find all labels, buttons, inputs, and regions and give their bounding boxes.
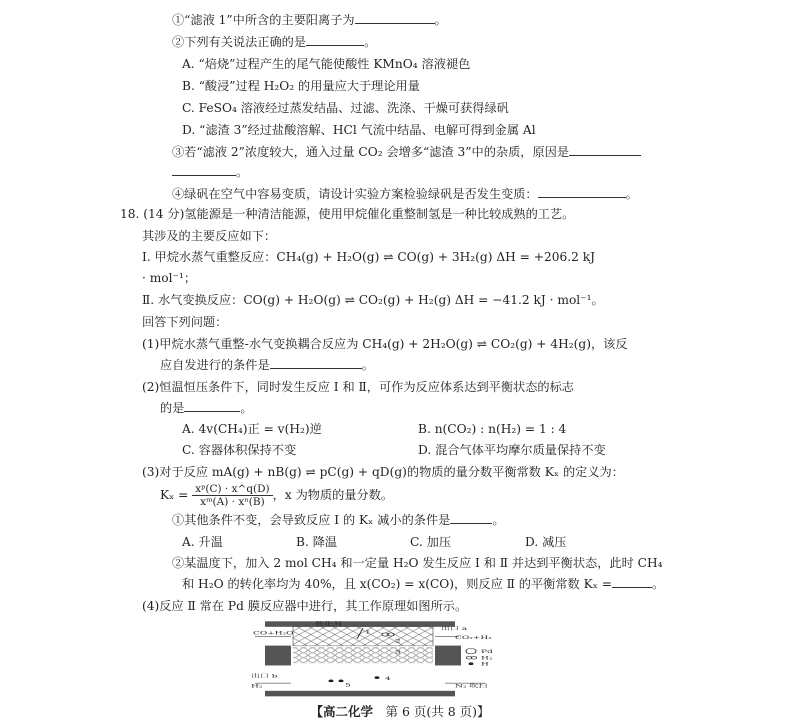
line-02: ②下列有关说法正确的是 。	[172, 35, 377, 49]
h-atom	[375, 676, 380, 679]
option-c: C. 容器体积保持不变	[182, 443, 297, 457]
subquestion-1-cont: 应自发进行的条件是 。	[160, 358, 374, 372]
h-atom	[339, 680, 344, 683]
inlet-label: CO+H₂O	[253, 629, 294, 636]
legend-pd-label: Pd	[481, 647, 493, 655]
option-c: C. FeSO₄ 溶液经过蒸发结晶、过滤、洗涤、干燥可获得绿矾	[182, 101, 509, 115]
bottom-wall	[265, 691, 455, 697]
step-4-label: 4	[385, 675, 391, 682]
subquestion-2-cont: 的是 。	[160, 401, 253, 415]
option-a: A. “焙烧”过程产生的尾气能使酸性 KMnO₄ 溶液褪色	[182, 57, 471, 71]
line-09: ④绿矾在空气中容易变质，请设计实验方案检验绿矾是否发生变质： 。	[172, 187, 638, 201]
subquestion-3-2-cont: 和 H₂O 的转化率均为 40%，且 x(CO₂) = x(CO)，则反应 Ⅱ 的平衡常数 Kₓ = 。	[182, 577, 665, 591]
legend-h2-label: H₂	[481, 654, 493, 661]
answer-blank[interactable]	[306, 34, 364, 46]
option-b: B. n(CO₂) : n(H₂) = 1 : 4	[418, 422, 567, 436]
subquestion-2: (2)恒温恒压条件下，同时发生反应 Ⅰ 和 Ⅱ，可作为反应体系达到平衡状态的标志	[142, 380, 574, 394]
option-a: A. 4v(CH₄)正 = v(H₂)逆	[182, 422, 322, 436]
line-08: 。	[172, 164, 248, 180]
h2-molecule	[382, 633, 388, 636]
kx-fraction: $\frac{\text{xᵖ(C) · x\textasciicircum{}q(D)}}{\text{xᵐ(A) · xⁿ(B)}}$	[192, 483, 272, 508]
option-d: D. “滤渣 3”经过盐酸溶解、HCl 气流中结晶、电解可得到金属 Al	[182, 123, 536, 137]
option-b: B. 降温	[296, 535, 338, 549]
answer-blank[interactable]	[355, 12, 435, 24]
subquestion-3-1: ①其他条件不变，会导致反应 Ⅰ 的 Kₓ 减小的条件是 。	[172, 513, 505, 527]
answer-blank[interactable]	[612, 576, 652, 588]
legend-h-label: H	[481, 660, 489, 667]
kx-definition: Kₓ = $\frac{\text{xᵖ(C) · x\textasciicircum{}q(D)}}{\text{xᵐ(A) · xⁿ(B)}}$ ，x 为物质的量分数。	[160, 483, 394, 508]
step-5-label: 5	[345, 681, 351, 688]
reaction-2: Ⅱ. 水气变换反应：CO(g) + H₂O(g) ⇌ CO₂(g) + H₂(g) ΔH = −41.2 kJ · mol⁻¹。	[142, 293, 604, 307]
step-3-label: 3	[395, 648, 401, 655]
outlet-b-label: 出口 b	[251, 672, 278, 679]
line-11: 其涉及的主要反应如下：	[142, 229, 277, 243]
step-2-label: 2	[395, 637, 401, 644]
option-d: D. 减压	[525, 535, 567, 549]
h2-molecule	[388, 633, 394, 636]
step-1-label: 1	[365, 628, 371, 635]
reaction-1-unit: · mol⁻¹；	[142, 271, 197, 285]
legend-h2-symbol	[472, 656, 477, 659]
reaction-1: Ⅰ. 甲烷水蒸气重整反应：CH₄(g) + H₂O(g) ⇌ CO(g) + 3H₂(g) ΔH = +206.2 kJ	[142, 250, 596, 264]
page-footer: 【高二化学 第 6 页(共 8 页)】	[310, 704, 490, 719]
left-block	[265, 646, 291, 666]
pd-membrane	[293, 647, 433, 664]
line-07: ③若“滤液 2”浓度较大，通入过量 CO₂ 会增多“滤渣 3”中的杂质，原因是	[172, 144, 641, 160]
h-atom	[329, 680, 334, 683]
question-18-title: 18. (14 分)氢能源是一种清洁能源，使用甲烷催化重整制氢是一种比较成熟的工艺。	[120, 207, 575, 221]
pd-membrane-reactor-diagram	[245, 618, 525, 698]
answer-blank[interactable]	[270, 357, 362, 369]
answer-blank[interactable]	[184, 400, 240, 412]
line-01: ①“滤液 1”中所含的主要阳离子为 。	[172, 13, 447, 27]
right-block	[435, 646, 461, 666]
subquestion-4: (4)反应 Ⅱ 常在 Pd 膜反应器中进行，其工作原理如图所示。	[142, 599, 468, 613]
subquestion-3: (3)对于反应 mA(g) + nB(g) ⇌ pC(g) + qD(g)的物质的量分数平衡常数 Kₓ 的定义为：	[142, 465, 624, 479]
outlet-a-label: 出口 a	[441, 625, 468, 632]
line-15: 回答下列问题：	[142, 315, 228, 329]
catalyst-bed	[293, 627, 433, 646]
option-c: C. 加压	[410, 535, 452, 549]
outlet-a-gas-label: CO₂+H₂	[455, 634, 492, 641]
answer-blank[interactable]	[569, 144, 641, 156]
option-b: B. “酸浸”过程 H₂O₂ 的用量应大于理论用量	[182, 79, 420, 93]
outlet-b-gas-label: H₂	[251, 682, 263, 689]
legend-pd-symbol	[466, 648, 476, 654]
answer-blank[interactable]	[538, 186, 626, 198]
legend-h2-symbol	[467, 656, 472, 659]
option-d: D. 混合气体平均摩尔质量保持不变	[418, 443, 606, 457]
legend-h-symbol	[469, 662, 474, 665]
subquestion-1: (1)甲烷水蒸气重整-水气变换耦合反应为 CH₄(g) + 2H₂O(g) ⇌ CO₂(g) + 4H₂(g)，该反	[142, 337, 628, 351]
subquestion-3-2: ②某温度下，加入 2 mol CH₄ 和一定量 H₂O 发生反应 Ⅰ 和 Ⅱ 并达到平衡状态，此时 CH₄	[172, 556, 663, 570]
answer-blank[interactable]	[450, 512, 492, 524]
answer-blank[interactable]	[172, 164, 236, 176]
catalyst-label: 催化剂	[315, 620, 342, 628]
top-wall	[265, 621, 455, 627]
sweep-label: N₂ 吹扫	[455, 682, 488, 689]
option-a: A. 升温	[182, 535, 223, 549]
